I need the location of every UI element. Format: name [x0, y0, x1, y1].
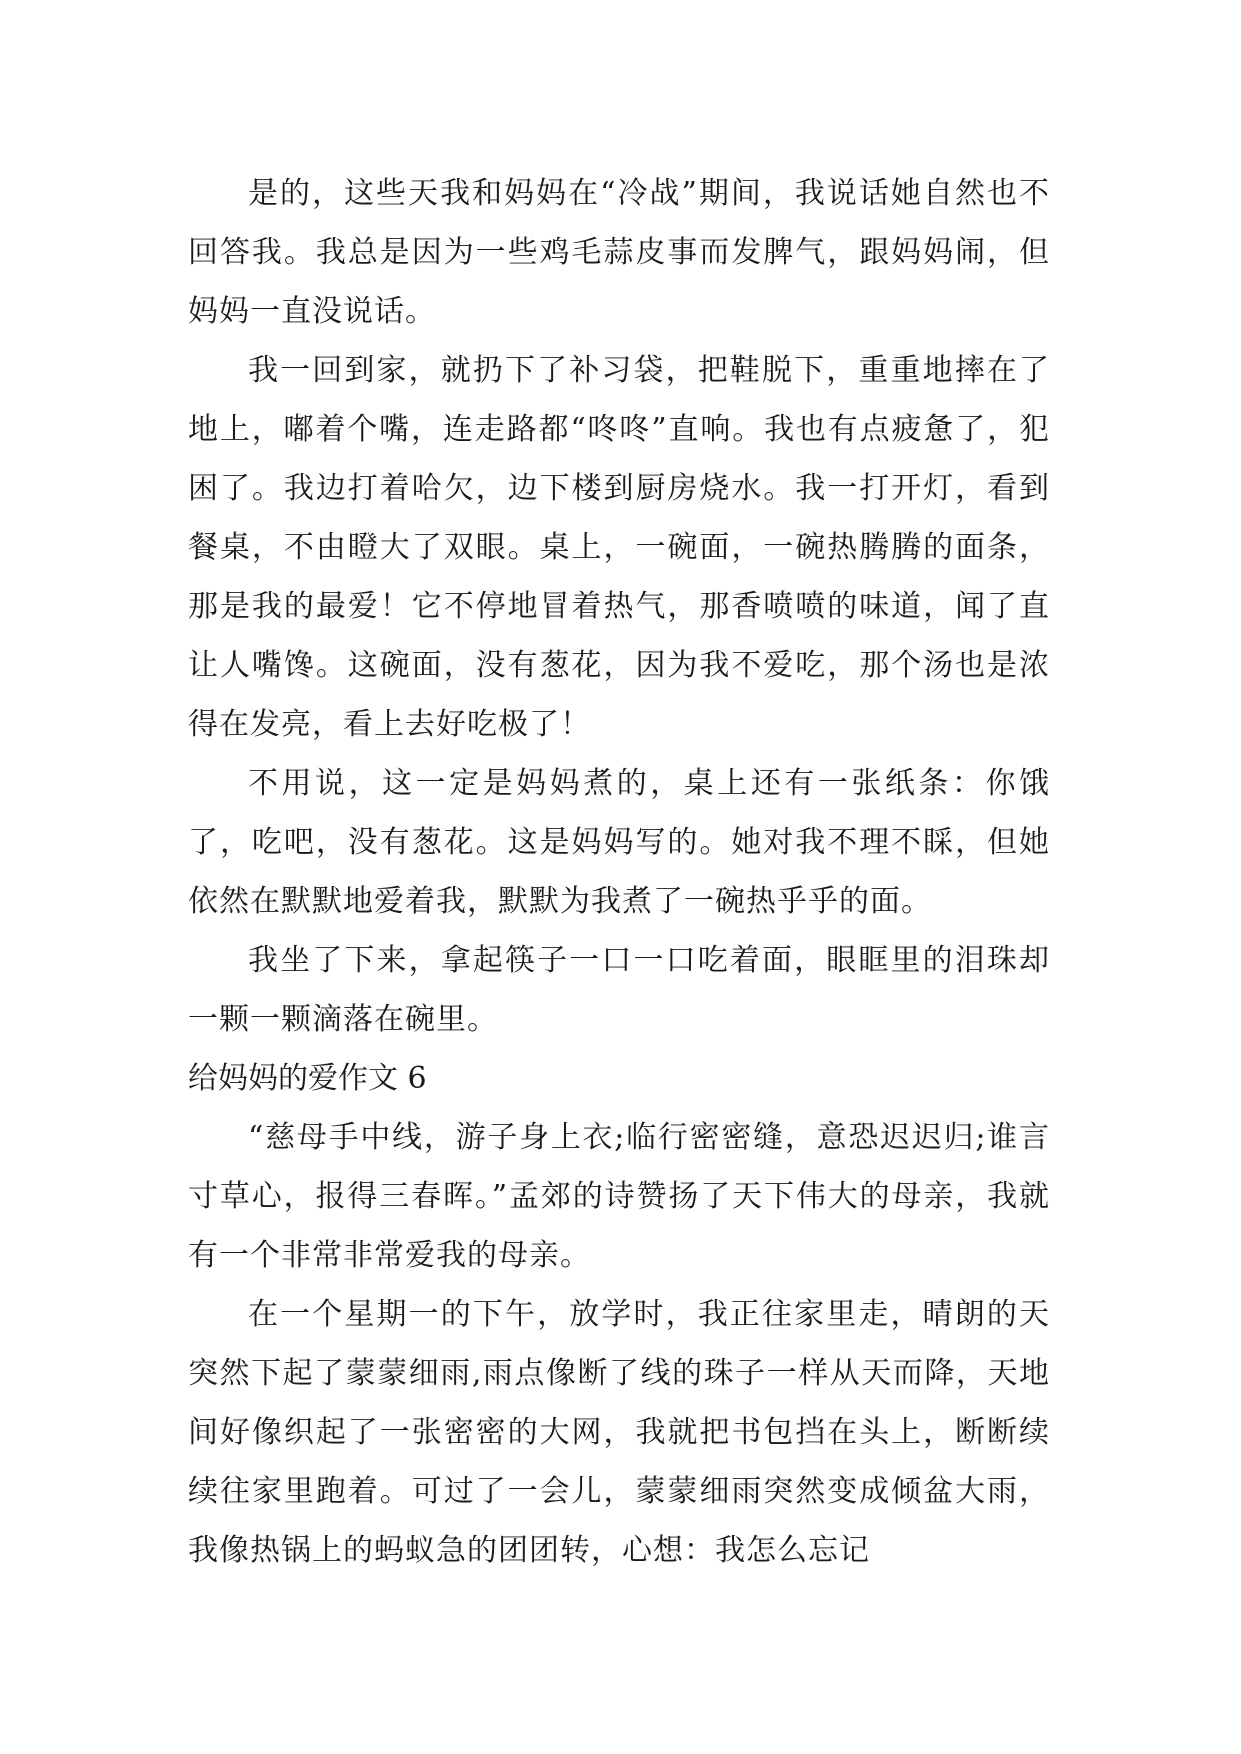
paragraph: 是的，这些天我和妈妈在“冷战”期间，我说话她自然也不回答我。我总是因为一些鸡毛蒜皮事而发脾气，跟妈妈闹，但妈妈一直没说话。 — [188, 176, 1050, 329]
paragraph: 在一个星期一的下午，放学时，我正往家里走，晴朗的天突然下起了蒙蒙细雨,雨点像断了线的珠子一样从天而降，天地间好像织起了一张密密的大网，我就把书包挡在头上，断断续续往家里跑着。可过了一会儿，蒙蒙细雨突然变成倾盆大雨，我像热锅上的蚂蚁急的团团转，心想：我怎么忘记 — [188, 1297, 1050, 1568]
document-body — [188, 164, 1050, 1580]
paragraph: 不用说，这一定是妈妈煮的，桌上还有一张纸条：你饿了，吃吧，没有葱花。这是妈妈写的。她对我不理不睬，但她依然在默默地爱着我，默默为我煮了一碗热乎乎的面。 — [188, 766, 1050, 919]
paragraph: “慈母手中线，游子身上衣;临行密密缝，意恐迟迟归;谁言寸草心，报得三春晖。”孟郊的诗赞扬了天下伟大的母亲，我就有一个非常非常爱我的母亲。 — [188, 1120, 1050, 1273]
paragraph: 我坐了下来，拿起筷子一口一口吃着面，眼眶里的泪珠却一颗一颗滴落在碗里。 — [188, 943, 1050, 1037]
paragraph: 我一回到家，就扔下了补习袋，把鞋脱下，重重地摔在了地上，嘟着个嘴，连走路都“咚咚”直响。我也有点疲惫了，犯困了。我边打着哈欠，边下楼到厨房烧水。我一打开灯，看到餐桌，不由瞪大了双眼。桌上，一碗面，一碗热腾腾的面条，那是我的最爱！它不停地冒着热气，那香喷喷的味道，闻了直让人嘴馋。这碗面，没有葱花，因为我不爱吃，那个汤也是浓得在发亮，看上去好吃极了！ — [188, 353, 1050, 742]
section-heading: 给妈妈的爱作文 6 — [188, 1061, 427, 1096]
